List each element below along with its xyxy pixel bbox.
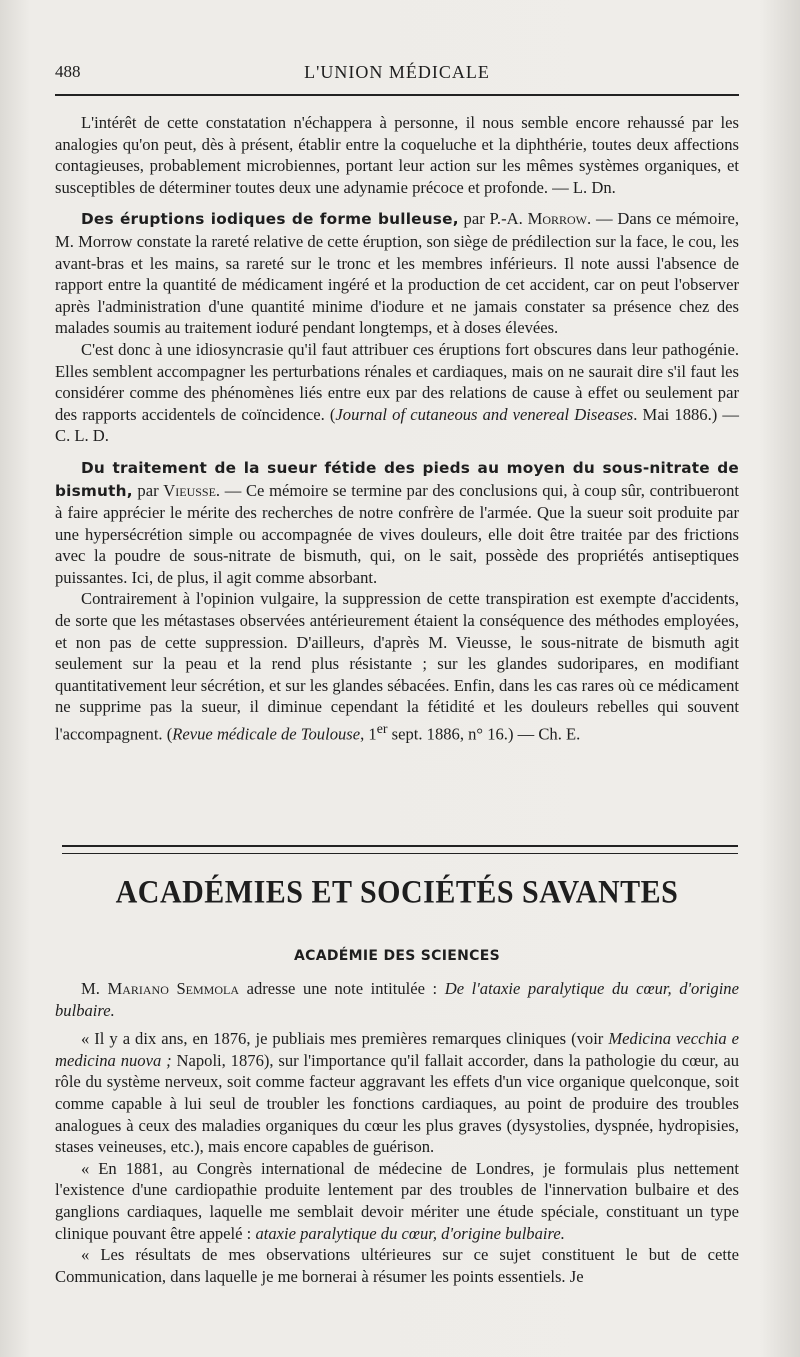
- subsection-title: ACADÉMIE DES SCIENCES: [294, 948, 500, 964]
- article-author: Morrow: [527, 209, 587, 229]
- journal-citation: Revue médicale de Toulouse: [172, 724, 361, 744]
- paragraph-1876: « Il y a dix ans, en 1876, je publiais mes premières remarques cliniques (voir Medicina vecchia e medicina nuova ; Napoli, 1876), sur l'importance qu'il fallait accorder, dans la pathologie du cœur, au rôle du système nerveux, soit comme facteur aggravant les effets d'un vice organique quelconque, soit comme capable à lui seul de troubler les fonctions cardiaques, au point de produire des troubles analogues à ceux des maladies organiques du cœur les plus graves (dysystolies, dyspnée, hydropisies, stases veineuses, etc.), mais encore capables de guérison.: [55, 1029, 740, 1157]
- page-header: [55, 60, 739, 90]
- article-title: Du traitement de la sueur fétide des pieds au moyen du sous-nitrate de bismuth,: [55, 458, 739, 500]
- author-name: Mariano Semmola: [107, 979, 240, 998]
- running-title: L'UNION MÉDICALE: [304, 62, 490, 82]
- article-body: [55, 112, 739, 745]
- article-eruptions-iodiques: Des éruptions iodiques de forme bulleuse, par P.-A. Morrow. — Dans ce mémoire, M. Morrow constate la rareté relative de cette éruption, son siège de prédilection sur la face, le cou, les avant-bras et les mains, sa rareté sur le tronc et les membres inférieurs. Il note aussi l'absence de rapport entre la quantité de médicament ingéré et la production de cet accident, car on peut l'observer après l'administration d'une quantité minime d'iodure et ne jamais constater sa présence chez des malades soumis au traitement ioduré pendant longtemps, et à doses élevées.: [55, 209, 739, 338]
- journal-citation: Journal of cutaneous and venereal Diseases: [335, 404, 634, 424]
- paragraph-transpiration: Contrairement à l'opinion vulgaire, la suppression de cette transpiration est exempte d'accidents, de sorte que les métastases observées antérieurement étaient la conséquence des méthodes employées, et non pas de cette suppression. D'ailleurs, d'après M. Vieusse, le sous-nitrate de bismuth agit seulement sur la peau et la rend plus résistante ; sur les glandes sudoripares, en modifiant quantitativement leur sécrétion, et sur les glandes sébacées. Enfin, dans les cas rares où ce médicament ne supprime pas la sueur, il diminue cependant la fétidité et les douleurs rebelles qui souvent l'accompagnent. (Revue médicale de Toulouse, 1er sept. 1886, n° 16.) — Ch. E.: [55, 589, 739, 744]
- paragraph-coqueluche: L'intérêt de cette constatation n'échappera à personne, il nous semble encore rehaussé par les analogies qu'on peut, dès à présent, établir entre la coqueluche et la diphthérie, toutes deux affections contagieuses, probablement microbiennes, portant leur action sur les mêmes systèmes organiques, et susceptibles de déterminer toutes deux une adynamie précoce et profonde. — L. Dn.: [55, 113, 739, 197]
- page-number: 488: [55, 62, 81, 81]
- paragraph-resultats: « Les résultats de mes observations ultérieures sur ce sujet constituent le but de cette Communication, dans laquelle je me bornerai à résumer les points essentiels. Je: [55, 1245, 739, 1286]
- header-rule: [55, 94, 739, 96]
- article-author: Vieusse: [163, 480, 216, 500]
- article-sueur-fetide: Du traitement de la sueur fétide des pieds au moyen du sous-nitrate de bismuth, par Vieusse. — Ce mémoire se termine par des conclusions qui, à coup sûr, contribueront à faire apprécier le mérite des recherches de notre confrère de l'armée. Que la sueur soit produite par une hypersécrétion simple ou accompagnée de vives douleurs, elle doit être traitée par des frictions avec la poudre de sous-nitrate de bismuth, qui, on le sait, possède des propriétés antiseptiques puissantes. Ici, de plus, il agit comme absorbant.: [55, 458, 739, 587]
- article-title: Des éruptions iodiques de forme bulleuse,: [81, 210, 459, 229]
- note-title: De l'ataxie paralytique du cœur, d'origine bulbaire.: [55, 979, 739, 1020]
- paragraph-idiosyncrasie: C'est donc à une idiosyncrasie qu'il faut attribuer ces éruptions fort obscures dans leur pathogénie. Elles semblent accompagner les perturbations rénales et cardiaques, mais on ne saurait dire s'il faut les considérer comme des phénomènes liés entre eux par des relations de cause à effet ou seulement par des rapports accidentels de coïncidence. (Journal of cutaneous and venereal Diseases. Mai 1886.) — C. L. D.: [55, 339, 740, 446]
- section-divider: [62, 845, 738, 854]
- paragraph-1881: « En 1881, au Congrès international de médecine de Londres, je formulais plus nettement l'existence d'une cardiopathie produite lentement par des troubles de l'innervation bulbaire et des ganglions cardiaques, laquelle me semblait devoir mériter une étude spéciale, constituant un type clinique pouvant être appelé : ataxie paralytique du cœur, d'origine bulbaire.: [55, 1158, 739, 1243]
- section-title: ACADÉMIES ET SOCIÉTÉS SAVANTES: [115, 874, 679, 911]
- academy-body: [55, 978, 739, 1287]
- paragraph-semmola: M. Mariano Semmola adresse une note intitulée : De l'ataxie paralytique du cœur, d'origine bulbaire.: [55, 979, 739, 1020]
